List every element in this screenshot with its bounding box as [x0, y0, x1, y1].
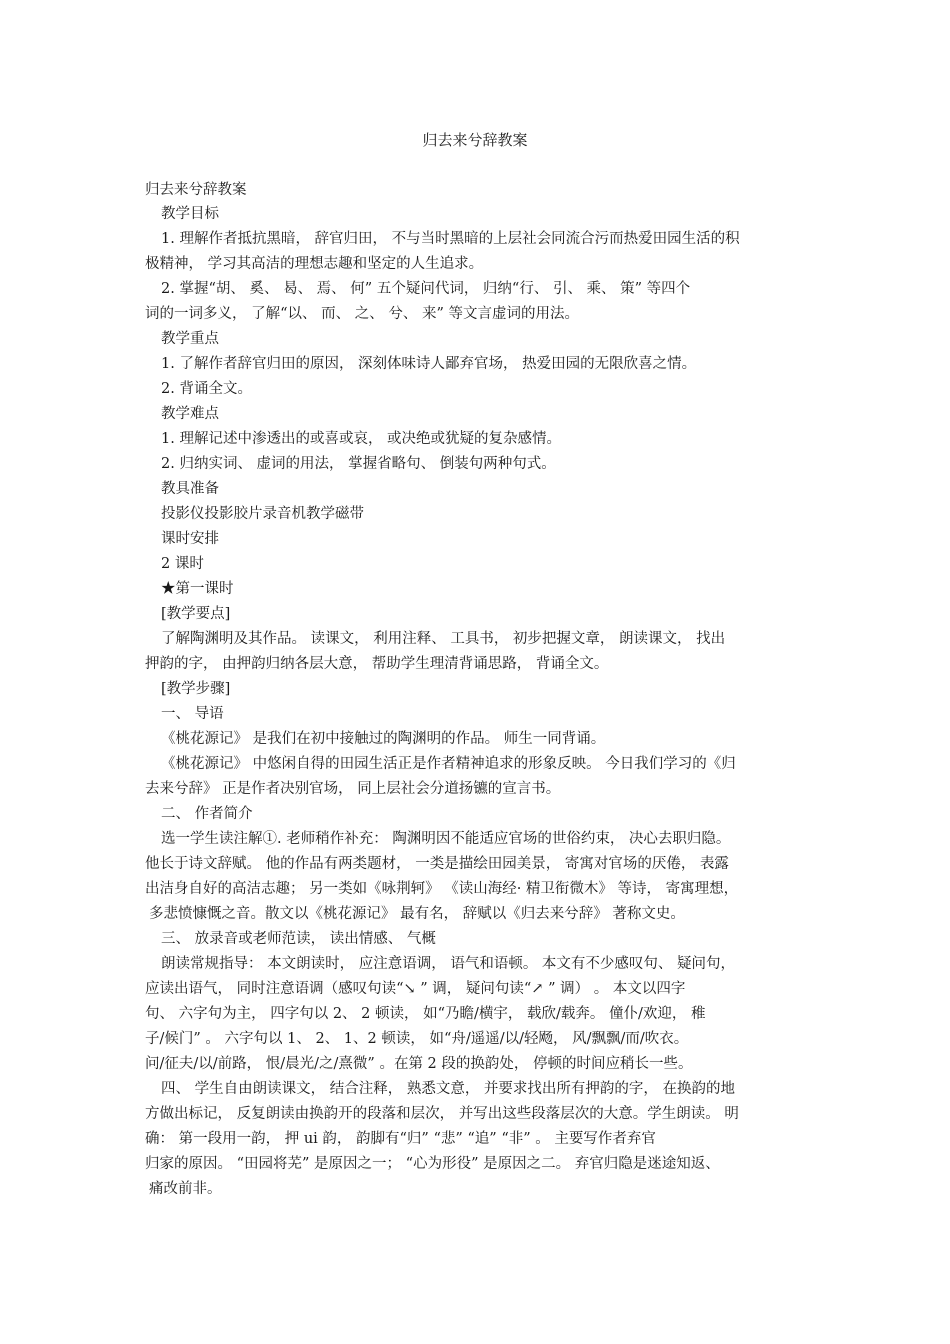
paragraph-line: 应读出语气， 同时注意语调（感叹句读“↘ ” 调， 疑问句读“↗ ” 调） 。 本文以四字 — [145, 981, 686, 997]
paragraph-line: 出洁身自好的高洁志趣； 另一类如《咏荆轲》 《读山海经· 精卫衔微木》 等诗， 寄寓理想， — [145, 881, 739, 897]
paragraph-line: 确： 第一段用一韵， 押 ui 韵， 韵脚有“归” “悲” “追” “非” 。 主要写作者弃官 — [145, 1131, 656, 1147]
paragraph-line: 《桃花源记》 中悠闲自得的田园生活正是作者精神追求的形象反映。 今日我们学习的《归 — [161, 756, 736, 772]
section-heading: [教学要点] — [161, 606, 231, 622]
paragraph-line: 1. 了解作者辞官归田的原因， 深刻体味诗人鄙弃官场， 热爱田园的无限欣喜之情。 — [161, 356, 697, 372]
paragraph-line: 2 课时 — [161, 556, 204, 572]
section-heading: 三、 放录音或老师范读， 读出情感、 气概 — [161, 931, 436, 947]
paragraph-line: 极精神， 学习其高洁的理想志趣和坚定的人生追求。 — [145, 256, 484, 272]
paragraph-line: 选一学生读注解①. 老师稍作补充： 陶渊明因不能适应官场的世俗约束， 决心去职归隐。 — [161, 831, 731, 847]
section-heading: [教学步骤] — [161, 681, 231, 697]
section-heading: 教学重点 — [161, 331, 219, 347]
paragraph-line: 多悲愤慷慨之音。散文以《桃花源记》 最有名， 辞赋以《归去来兮辞》 著称文史。 — [149, 906, 685, 922]
paragraph-line: 方做出标记， 反复朗读由换韵开的段落和层次， 并写出这些段落层次的大意。学生朗读。 明 — [145, 1106, 739, 1122]
section-heading: 二、 作者简介 — [161, 806, 253, 822]
paragraph-line: 了解陶渊明及其作品。 读课文， 利用注释、 工具书， 初步把握文章， 朗读课文， 找出 — [161, 631, 726, 647]
paragraph-line: 《桃花源记》 是我们在初中接触过的陶渊明的作品。 师生一同背诵。 — [161, 731, 606, 747]
paragraph-line: 句、 六字句为主， 四字句以 2、 2 顿读， 如“乃瞻/横宇， 载欣/载奔。 僮仆/欢迎， 稚 — [145, 1006, 706, 1022]
paragraph-line: 去来兮辞》 正是作者决别官场， 同上层社会分道扬镳的宣言书。 — [145, 781, 561, 797]
section-heading: 教学目标 — [161, 206, 219, 222]
doc-heading: 归去来兮辞教案 — [145, 182, 247, 198]
paragraph-line: 2. 背诵全文。 — [161, 381, 252, 397]
section-heading: 教学难点 — [161, 406, 219, 422]
paragraph-line: 归家的原因。 “田园将芜” 是原因之一； “心为形役” 是原因之二。 弃官归隐是迷途知返、 — [145, 1156, 720, 1172]
paragraph-line: 词的一词多义， 了解“以、 而、 之、 兮、 来” 等文言虚词的用法。 — [145, 306, 579, 322]
paragraph-line: 1. 理解作者抵抗黑暗， 辞官归田， 不与当时黑暗的上层社会同流合污而热爱田园生活的积 — [161, 231, 740, 247]
section-heading: 一、 导语 — [161, 706, 224, 722]
paragraph-line: 子/候门” 。 六字句以 1、 2、 1、2 顿读， 如“舟/遥遥/以/轻飏， 风/飘飘/而/吹衣。 — [145, 1031, 689, 1047]
paragraph-line: 他长于诗文辞赋。 他的作品有两类题材， 一类是描绘田园美景， 寄寓对官场的厌倦， 表露 — [145, 856, 729, 872]
section-heading: 课时安排 — [161, 531, 219, 547]
paragraph-line: 四、 学生自由朗读课文， 结合注释， 熟悉文意， 并要求找出所有押韵的字， 在换韵的地 — [161, 1081, 736, 1097]
paragraph-line: 痛改前非。 — [149, 1181, 222, 1197]
paragraph-line: 2. 归纳实词、 虚词的用法， 掌握省略句、 倒装句两种句式。 — [161, 456, 556, 472]
paragraph-line: 押韵的字， 由押韵归纳各层大意， 帮助学生理清背诵思路， 背诵全文。 — [145, 656, 609, 672]
section-heading: ★第一课时 — [161, 581, 234, 597]
paragraph-line: 问/征夫/以/前路， 恨/晨光/之/熹微” 。在第 2 段的换韵处， 停顿的时间应稍长一些。 — [145, 1056, 693, 1072]
paragraph-line: 朗读常规指导： 本文朗读时， 应注意语调， 语气和语顿。 本文有不少感叹句、 疑问句， — [161, 956, 736, 972]
page-title: 归去来兮辞教案 — [422, 131, 528, 149]
section-heading: 教具准备 — [161, 481, 219, 497]
paragraph-line: 投影仪投影胶片录音机教学磁带 — [161, 506, 364, 522]
paragraph-line: 1. 理解记述中渗透出的或喜或哀， 或决绝或犹疑的复杂感情。 — [161, 431, 562, 447]
paragraph-line: 2. 掌握“胡、 奚、 曷、 焉、 何” 五个疑问代词， 归纳“行、 引、 乘、 策” 等四个 — [161, 281, 691, 297]
